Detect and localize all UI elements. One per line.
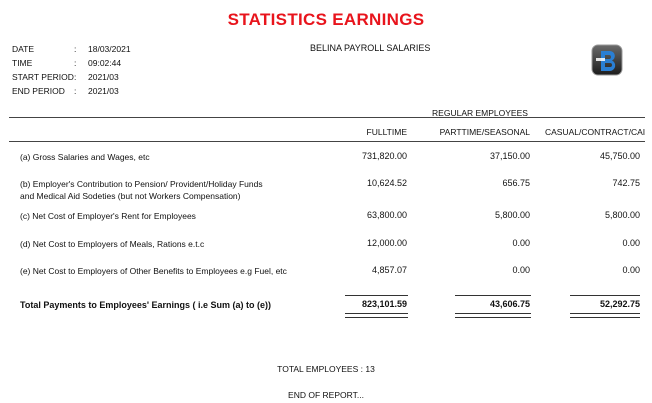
cell-a-casual: 45,750.00 xyxy=(599,151,640,161)
total-top-line-parttime xyxy=(455,295,531,296)
end-of-report: END OF REPORT... xyxy=(288,390,364,400)
total-employees: TOTAL EMPLOYEES : 13 xyxy=(277,364,375,374)
meta-date: DATE : 18/03/2021 xyxy=(12,44,131,54)
meta-value: 09:02:44 xyxy=(88,58,122,68)
meta-label: START PERIOD xyxy=(12,72,74,82)
cell-b-casual: 742.75 xyxy=(612,178,640,188)
report-meta xyxy=(12,42,131,98)
cell-e-casual: 0.00 xyxy=(622,265,640,275)
meta-label: TIME xyxy=(12,58,33,68)
meta-time: TIME : 09:02:44 xyxy=(12,58,122,68)
header-bottom-rule xyxy=(9,141,645,142)
cell-c-parttime: 5,800.00 xyxy=(494,210,530,220)
belina-b-logo-icon xyxy=(591,44,623,76)
meta-value: 2021/03 xyxy=(88,86,119,96)
cell-c-casual: 5,800.00 xyxy=(604,210,640,220)
total-top-line-casual xyxy=(570,295,640,296)
cell-d-fulltime: 12,000.00 xyxy=(366,238,407,248)
total-parttime: 43,606.75 xyxy=(489,299,530,309)
row-label-a: (a) Gross Salaries and Wages, etc xyxy=(20,152,150,162)
meta-label: END PERIOD xyxy=(12,86,65,96)
company-name: BELINA PAYROLL SALARIES xyxy=(310,43,431,53)
cell-a-parttime: 37,150.00 xyxy=(489,151,530,161)
row-label-d: (d) Net Cost to Employers of Meals, Rations e.t.c xyxy=(20,239,205,249)
row-label-b-line2: and Medical Aid Sodeties (but not Workers Compensation) xyxy=(20,191,241,201)
row-label-b: (b) Employer's Contribution to Pension/ Provident/Holiday Funds xyxy=(20,179,263,189)
cell-e-parttime: 0.00 xyxy=(512,265,530,275)
total-top-line-fulltime xyxy=(345,295,408,296)
header-top-rule xyxy=(9,117,645,118)
cell-d-parttime: 0.00 xyxy=(512,238,530,248)
column-header-casual: CASUAL/CONTRACT/CAI xyxy=(545,127,646,137)
cell-b-fulltime: 10,624.52 xyxy=(366,178,407,188)
cell-c-fulltime: 63,800.00 xyxy=(366,210,407,220)
column-header-fulltime: FULLTIME xyxy=(366,127,407,137)
meta-end-period: END PERIOD : 2021/03 xyxy=(12,86,119,96)
meta-value: 18/03/2021 xyxy=(88,44,131,54)
column-header-parttime: PARTTIME/SEASONAL xyxy=(439,127,530,137)
row-label-c: (c) Net Cost of Employer's Rent for Employees xyxy=(20,211,196,221)
cell-b-parttime: 656.75 xyxy=(502,178,530,188)
total-label: Total Payments to Employees' Earnings ( i.e Sum (a) to (e)) xyxy=(20,300,272,310)
total-double-underline-casual xyxy=(570,313,640,318)
total-double-underline-fulltime xyxy=(345,313,408,318)
total-fulltime: 823,101.59 xyxy=(361,299,407,309)
total-double-underline-parttime xyxy=(455,313,531,318)
cell-d-casual: 0.00 xyxy=(622,238,640,248)
meta-value: 2021/03 xyxy=(88,72,119,82)
group-header: REGULAR EMPLOYEES xyxy=(432,108,528,118)
total-casual: 52,292.75 xyxy=(599,299,640,309)
report-title: STATISTICS EARNINGS xyxy=(227,10,425,29)
cell-a-fulltime: 731,820.00 xyxy=(361,151,407,161)
meta-start-period: START PERIOD : 2021/03 xyxy=(12,72,119,82)
meta-label: DATE xyxy=(12,44,35,54)
row-label-e: (e) Net Cost to Employers of Other Benefits to Employees e.g Fuel, etc xyxy=(20,266,287,276)
cell-e-fulltime: 4,857.07 xyxy=(371,265,407,275)
